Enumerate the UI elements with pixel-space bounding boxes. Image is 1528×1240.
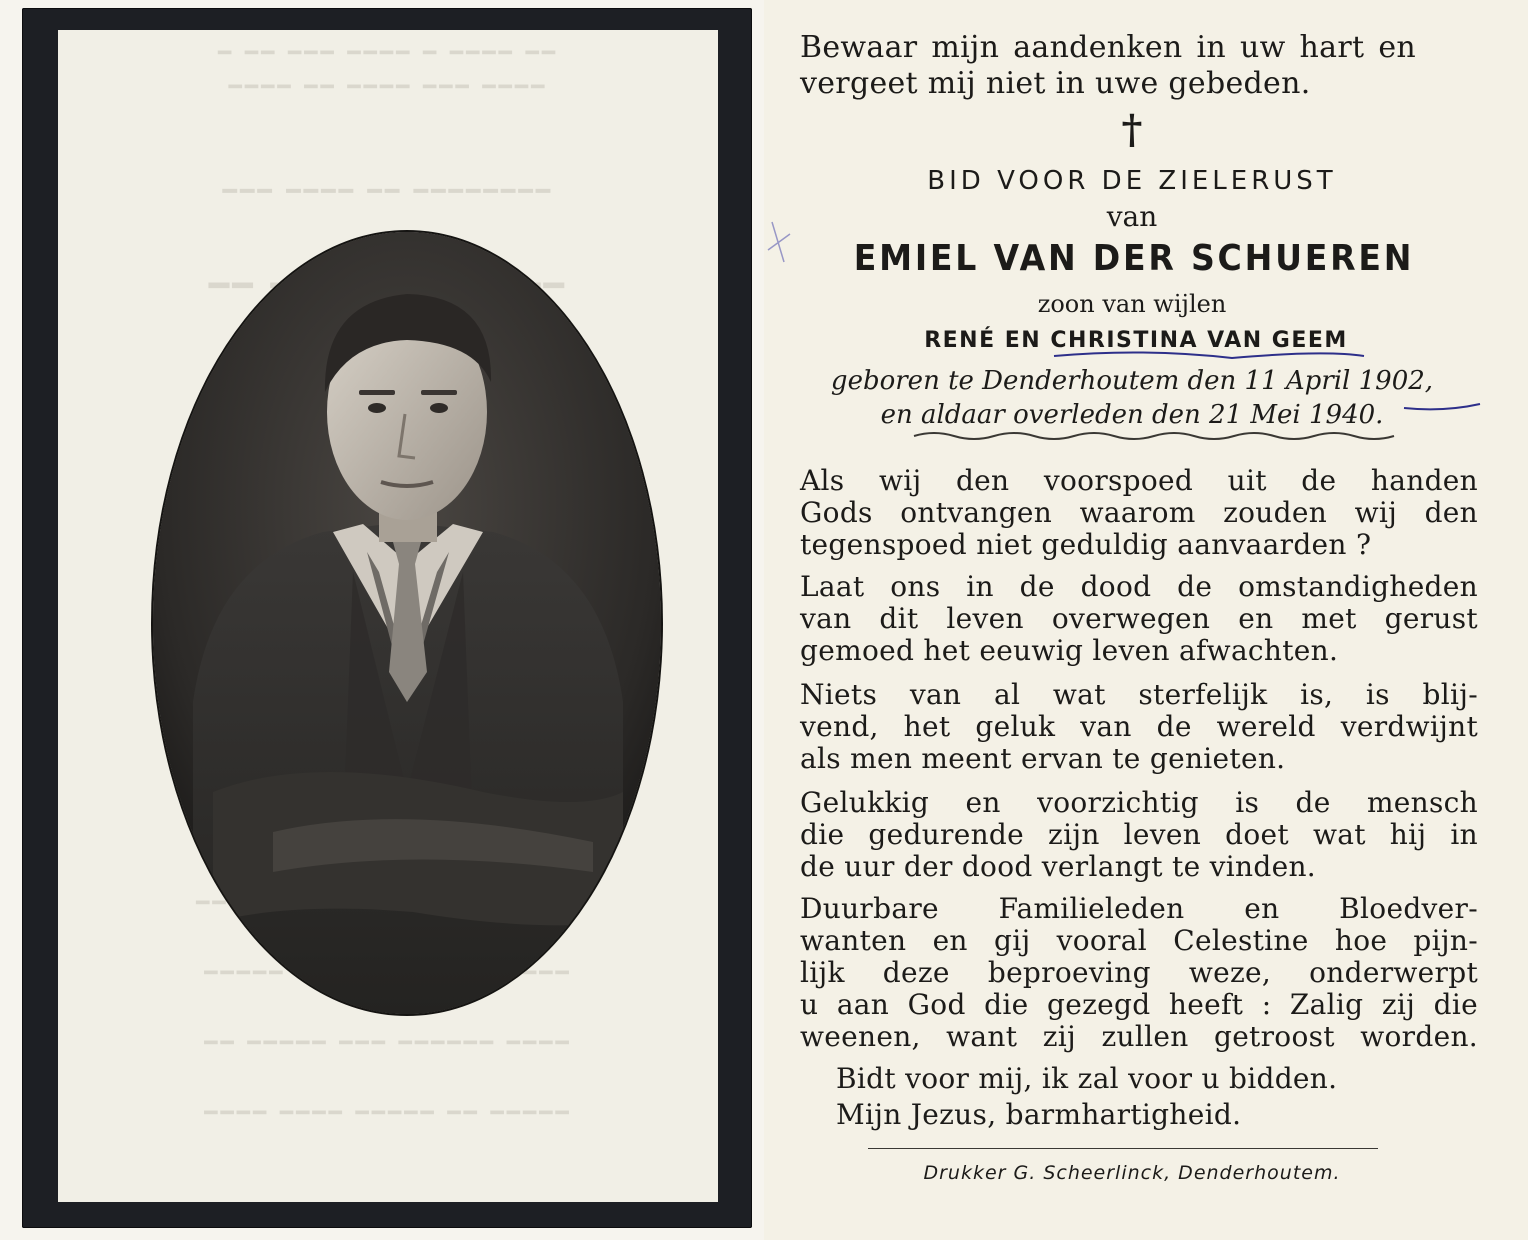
parents-line: RENÉ EN CHRISTINA VAN GEEM — [924, 328, 1348, 353]
memorial-text-card — [764, 0, 1528, 1240]
paragraph-line: tegenspoed niet geduldig aanvaarden ? — [800, 528, 1372, 561]
paragraph-line: van dit leven overwegen en met gerust — [800, 602, 1478, 635]
bleed-through-text: ━━━━ ━━━━ ━━━━━ ━━ ━━━━━ — [204, 1100, 572, 1126]
paragraph-line: die gedurende zijn leven doet wat hij in — [800, 818, 1478, 851]
paragraph-line: Gelukkig en voorzichtig is de mensch — [800, 786, 1478, 819]
zoon-line: zoon van wijlen — [1037, 290, 1227, 318]
opening-verse-line: Bewaar mijn aandenken in uw hart en — [800, 30, 1416, 65]
portrait-figure — [153, 232, 661, 1014]
paragraph-line: de uur der dood verlangt te vinden. — [800, 850, 1316, 883]
opening-verse-line: vergeet mij niet in uwe gebeden. — [800, 66, 1311, 101]
paragraph-line: Laat ons in de dood de omstandigheden — [800, 570, 1478, 603]
portrait-photo — [153, 232, 661, 1014]
paragraph-line: weenen, want zij zullen getroost worden. — [800, 1020, 1478, 1053]
death-line: en aldaar overleden den 21 Mei 1940. — [880, 400, 1384, 430]
portrait-card — [22, 8, 752, 1228]
pen-underline-marks — [764, 0, 1528, 480]
portrait-card-paper — [58, 30, 718, 1202]
bid-voor-heading: BID VOOR DE ZIELERUST — [927, 166, 1337, 196]
paragraph-line: u aan God die gezegd heeft : Zalig zij die — [800, 988, 1478, 1021]
paragraph-line: als men meent ervan te genieten. — [800, 742, 1286, 775]
divider — [868, 1148, 1378, 1149]
bleed-through-text: ━ ━━ ━━━ ━━━━ ━ ━━━━ ━━ — [217, 40, 559, 66]
bleed-through-text: ━━━ ━━━━ ━━ ━━━━━━━━ — [222, 176, 554, 205]
bleed-through-text: ━━ ━━━━━ ━━━ ━━━━━━ ━━━━ — [204, 1030, 572, 1056]
paragraph-line: lijk deze beproeving weze, onderwerpt — [800, 956, 1478, 989]
closing-line: Bidt voor mij, ik zal voor u bidden. — [836, 1062, 1338, 1095]
printer-credit: Drukker G. Scheerlinck, Denderhoutem. — [923, 1162, 1341, 1184]
bleed-through-text: ━━━━ ━━ ━━━━ ━━━ ━━━━ — [228, 74, 548, 100]
van-line: van — [1106, 200, 1158, 233]
paragraph-line: Duurbare Familieleden en Bloedver- — [800, 892, 1478, 925]
deceased-name: EMIEL VAN DER SCHUEREN — [853, 238, 1415, 279]
paragraph-line: vend, het geluk van de wereld verdwijnt — [800, 710, 1478, 743]
paragraph-line: Gods ontvangen waarom zouden wij den — [800, 496, 1478, 529]
closing-line: Mijn Jezus, barmhartigheid. — [836, 1098, 1242, 1131]
cross-symbol: † — [1121, 106, 1143, 153]
paragraph-line: Niets van al wat sterfelijk is, is blij- — [800, 678, 1478, 711]
paragraph-line: gemoed het eeuwig leven afwachten. — [800, 634, 1339, 667]
paragraph-line: wanten en gij vooral Celestine hoe pijn- — [800, 924, 1478, 957]
paragraph-line: Als wij den voorspoed uit de handen — [800, 464, 1478, 497]
birth-line: geboren te Denderhoutem den 11 April 1902, — [830, 366, 1434, 396]
